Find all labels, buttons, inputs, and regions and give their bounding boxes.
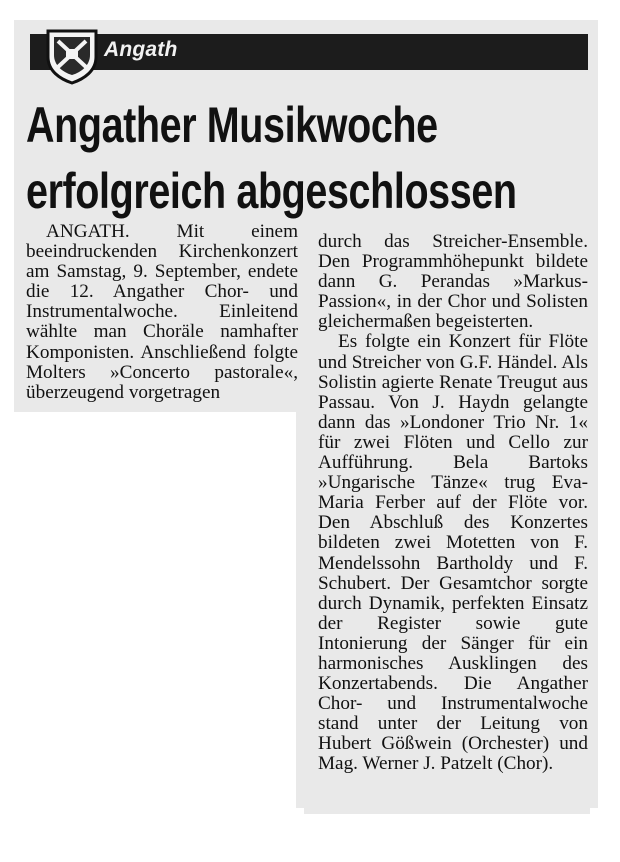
headline-line-1: Angather Musikwoche <box>26 97 438 153</box>
article-lead-paragraph: ANGATH. Mit einem beeindruckenden Kirchenkonzert am Samstag, 9. September, endete die 12. Angather Chor- und Instrumentalwoche. Einleitend wählte man Choräle namhafter Komponisten. Anschließend folgte Molters »Concerto pastorale«, überzeugend vorgetragen <box>26 221 298 403</box>
article-headline <box>26 92 598 224</box>
newspaper-clipping-torn-edge <box>304 806 590 814</box>
coat-of-arms-icon <box>44 27 100 85</box>
article-left-column <box>26 222 298 403</box>
article-right-column <box>318 232 588 775</box>
article-paragraph-continuation: durch das Streicher-Ensemble. Den Programmhöhepunkt bildete dann G. Perandas »Markus-Passion«, in der Chor und Solisten gleichermaßen begeisterten. <box>318 231 588 333</box>
headline-line-2: erfolgreich abgeschlossen <box>26 163 517 219</box>
article-paragraph: Es folgte ein Konzert für Flöte und Streicher von G.F. Händel. Als Solistin agierte Renate Treugut aus Passau. Von J. Haydn gelangte dann das »Londoner Trio Nr. 1« für zwei Flöten und Cello zur Aufführung. Bela Bartoks »Ungarische Tänze« trug Eva-Maria Ferber auf der Flöte vor. Den Abschluß des Konzertes bildeten zwei Motetten von F. Mendelssohn Bartholdy und F. Schubert. Der Gesamtchor sorgte durch Dynamik, perfekten Einsatz der Register sowie gute Intonierung der Sänger für ein harmonisches Ausklingen des Konzertabends. Die Angather Chor- und Instrumentalwoche stand unter der Leitung von Hubert Gößwein (Orchester) und Mag. Werner J. Patzelt (Chor). <box>318 331 588 775</box>
section-label: Angath <box>104 38 178 61</box>
